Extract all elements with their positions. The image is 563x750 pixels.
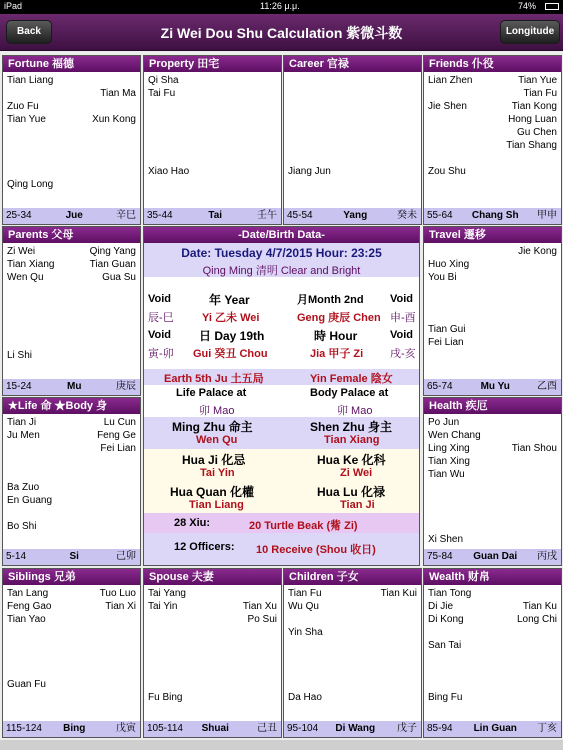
bottom-edge [0,740,563,750]
hour-label: 時 Hour [314,329,358,343]
shen-zhu-value: Tian Xiang [324,434,380,446]
palace-cycle: Guan Dai [473,551,518,562]
star-name: Gua Su [102,272,136,283]
stem-branch: 己卯 [116,551,136,562]
stem-branch: 乙酉 [537,381,557,392]
age-range: 45-54 [287,210,313,221]
star-name: Lian Zhen [428,75,473,86]
birth-data-panel [143,226,420,566]
star-name: Qi Sha [148,75,179,86]
star-name: Tuo Luo [99,588,136,599]
element-section [144,369,419,385]
palace-title: Parents 父母 [3,227,140,243]
palace-wealth[interactable] [423,568,562,738]
officers-section [144,533,419,565]
palace-travel[interactable] [423,226,562,396]
battery-percent: 74% [518,1,537,11]
age-range: 115-124 [6,723,42,734]
star-name: Tian Xu [242,601,277,612]
palace-footer [3,721,140,737]
star-name: Huo Xing [428,259,470,270]
star-name: Bo Shi [7,521,37,532]
star-name: Jie Kong [518,246,557,257]
hua-ke-label: Hua Ke 化科 [317,453,386,467]
palace-title: Career 官禄 [284,56,421,72]
star-name: Di Kong [428,614,464,625]
star-name: Tian Kui [380,588,417,599]
age-range: 55-64 [427,210,453,221]
void-value: 辰-巳 [148,312,174,324]
status-bar [0,0,563,14]
carrier-text: iPad [4,1,23,11]
star-name: Tian Xing [428,456,470,467]
clock: 11:26 μ.μ. [260,1,300,11]
star-name: Long Chi [516,614,557,625]
star-name: Li Shi [7,350,33,361]
palace-footer [3,208,140,224]
void-label: Void [390,329,414,341]
palace-footer [144,208,281,224]
palace-career[interactable] [283,55,422,225]
month-label: 月Month 2nd [297,294,364,306]
palace-footer [424,379,561,395]
stem-branch: 丁亥 [537,723,557,734]
star-name: Tian Xi [105,601,136,612]
page-title: Zi Wei Dou Shu Calculation 紫微斗数 [160,25,403,41]
palace-cycle: Si [69,551,79,562]
star-name: Tian Kong [511,101,557,112]
star-name: Tian Liang [7,75,54,86]
star-name: Wen Chang [428,430,481,441]
star-name: Ba Zuo [7,482,40,493]
void-label: Void [390,293,414,305]
age-range: 105-114 [147,723,183,734]
body-palace-label: Body Palace at [310,387,389,399]
date-section [144,243,419,277]
hua-ke-value: Zi Wei [340,467,373,479]
star-name: Tian Yao [7,614,46,625]
battery-icon [545,3,559,10]
palace-title: Health 疾厄 [424,398,561,414]
void-value: 寅-卯 [148,348,174,360]
solar-term: Qing Ming 清明 Clear and Bright [202,265,361,277]
palace-cycle: Shuai [201,723,229,734]
star-name: Tian Ku [522,601,557,612]
palace-spouse[interactable] [143,568,282,738]
longitude-button[interactable]: Longitude [500,20,560,44]
void-label: Void [148,329,172,341]
hua-quan-value: Tian Liang [189,499,244,511]
gender-polarity: Yin Female 陰女 [310,373,393,385]
star-name: Di Jie [428,601,454,612]
back-button[interactable]: Back [6,20,52,44]
star-name: Qing Yang [89,246,136,257]
palace-cycle: Tai [208,210,223,221]
ming-zhu-label: Ming Zhu 命主 [172,420,253,434]
palace-health[interactable] [423,397,562,566]
palace-footer [284,208,421,224]
birth-data-header: -Date/Birth Data- [144,227,419,243]
void-label: Void [148,293,172,305]
star-name: Hong Luan [508,114,557,125]
palace-life[interactable] [2,397,141,566]
star-name: Tai Yin [148,601,178,612]
life-palace-label: Life Palace at [176,387,247,399]
officers-label: 12 Officers: [174,541,235,553]
palace-footer [424,549,561,565]
star-name: Ju Men [7,430,40,441]
star-name: Po Jun [428,417,460,428]
stem-branch: 戊子 [397,723,417,734]
age-range: 5-14 [6,551,27,562]
age-range: 85-94 [427,723,453,734]
palace-cycle: Lin Guan [473,723,517,734]
star-name: Tian Xiang [7,259,55,270]
star-name: Xiao Hao [148,166,190,177]
star-name: Tian Yue [518,75,557,86]
palace-location-section [144,385,419,417]
star-name: Tian Wu [428,469,465,480]
palace-footer [144,721,281,737]
palace-title: Spouse 夫妻 [144,569,281,585]
palace-footer [424,208,561,224]
star-name: Tian Yue [7,114,46,125]
shen-zhu-label: Shen Zhu 身主 [310,420,392,434]
palace-cycle: Mu [67,381,82,392]
star-name: Guan Fu [7,679,46,690]
stem-branch: 丙戌 [537,551,557,562]
palace-title: Wealth 财帛 [424,569,561,585]
xiu-value: 20 Turtle Beak (觜 Zi) [249,520,358,532]
star-name: San Tai [428,640,462,651]
palace-parents[interactable] [2,226,141,396]
officers-value: 10 Receive (Shou 收日) [256,544,376,556]
life-palace-value: 卯 Mao [199,405,235,417]
year-label: 年 Year [209,293,250,307]
hua-ji-value: Tai Yin [200,467,235,479]
palace-cycle: Jue [65,210,83,221]
star-name: Tai Fu [148,88,176,99]
hua-ji-label: Hua Ji 化忌 [182,453,246,467]
star-name: Gu Chen [516,127,557,138]
palace-friends[interactable] [423,55,562,225]
void-value: 戌-亥 [390,348,416,360]
date-text: Date: Tuesday 4/7/2015 Hour: 23:25 [181,246,382,260]
palace-footer [284,721,421,737]
star-name: Lu Cun [103,417,136,428]
star-name: Zuo Fu [7,101,39,112]
palace-footer [3,549,140,565]
star-name: Wen Qu [7,272,44,283]
star-name: Jiang Jun [288,166,331,177]
star-name: Da Hao [288,692,322,703]
star-name: Qing Long [7,179,54,190]
age-range: 15-24 [6,381,32,392]
star-name: Tian Shou [511,443,557,454]
star-name: Tian Ji [7,417,37,428]
palace-title: Travel 遷移 [424,227,561,243]
age-range: 25-34 [6,210,32,221]
palace-cycle: Bing [63,723,86,734]
void-value: 申-酉 [390,312,416,324]
palace-title: Friends 仆役 [424,56,561,72]
palace-title: Property 田宅 [144,56,281,72]
palace-title: Children 子女 [284,569,421,585]
stem-branch: 甲申 [537,210,557,221]
stem-branch: 庚辰 [116,381,136,392]
star-name: Tian Gui [428,324,466,335]
zhu-section [144,417,419,449]
star-name: Tan Lang [7,588,49,599]
day-label: 日 Day 19th [199,329,265,343]
hua-lu-value: Tian Ji [340,499,375,511]
age-range: 75-84 [427,551,453,562]
stem-branch: 己丑 [257,723,277,734]
palace-title: ★Life 命 ★Body 身 [3,398,140,414]
palace-cycle: Chang Sh [471,210,519,221]
star-name: Tian Shang [506,140,557,151]
month-value: Geng 庚辰 Chen [297,312,381,324]
nav-bar [0,14,563,51]
star-name: Fu Bing [148,692,183,703]
xiu-label: 28 Xiu: [174,517,211,529]
star-name: Tian Ma [100,88,136,99]
transformations-section [144,449,419,513]
star-name: Tian Guan [89,259,136,270]
star-name: Feng Ge [97,430,136,441]
palace-footer [424,721,561,737]
palace-fortune[interactable] [2,55,141,225]
stem-branch: 癸未 [397,210,417,221]
stem-branch: 辛巳 [116,210,136,221]
star-name: Tian Fu [523,88,557,99]
star-name: En Guang [7,495,53,506]
star-name: Tian Fu [288,588,322,599]
star-name: You Bi [428,272,457,283]
stem-branch: 壬午 [257,210,277,221]
palace-title: Siblings 兄弟 [3,569,140,585]
age-range: 65-74 [427,381,453,392]
star-name: Fei Lian [100,443,136,454]
pillars-section [144,277,419,369]
star-name: Bing Fu [428,692,463,703]
year-value: Yi 乙未 Wei [202,312,260,324]
palace-cycle: Di Wang [335,723,376,734]
star-name: Xun Kong [92,114,136,125]
star-name: Feng Gao [7,601,52,612]
hour-value: Jia 甲子 Zi [310,348,364,360]
palace-children[interactable] [283,568,422,738]
palace-property[interactable] [143,55,282,225]
day-value: Gui 癸丑 Chou [193,348,268,360]
star-name: Fei Lian [428,337,464,348]
palace-footer [3,379,140,395]
palace-siblings[interactable] [2,568,141,738]
star-name: Tian Tong [428,588,472,599]
star-name: Tai Yang [148,588,186,599]
star-name: Ling Xing [428,443,470,454]
ming-zhu-value: Wen Qu [196,434,238,446]
palace-cycle: Mu Yu [480,381,510,392]
age-range: 35-44 [147,210,173,221]
star-name: Yin Sha [288,627,323,638]
hua-lu-label: Hua Lu 化禄 [317,485,385,499]
stem-branch: 戊寅 [116,723,136,734]
element-phase: Earth 5th Ju 土五局 [164,373,264,385]
star-name: Jie Shen [428,101,467,112]
star-name: Zou Shu [428,166,466,177]
star-name: Wu Qu [288,601,319,612]
body-palace-value: 卯 Mao [337,405,373,417]
star-name: Xi Shen [428,534,464,545]
age-range: 95-104 [287,723,319,734]
hua-quan-label: Hua Quan 化權 [170,485,255,499]
palace-cycle: Yang [343,210,368,221]
palace-title: Fortune 福德 [3,56,140,72]
star-name: Zi Wei [7,246,36,257]
star-name: Po Sui [247,614,277,625]
xiu-section [144,513,419,533]
